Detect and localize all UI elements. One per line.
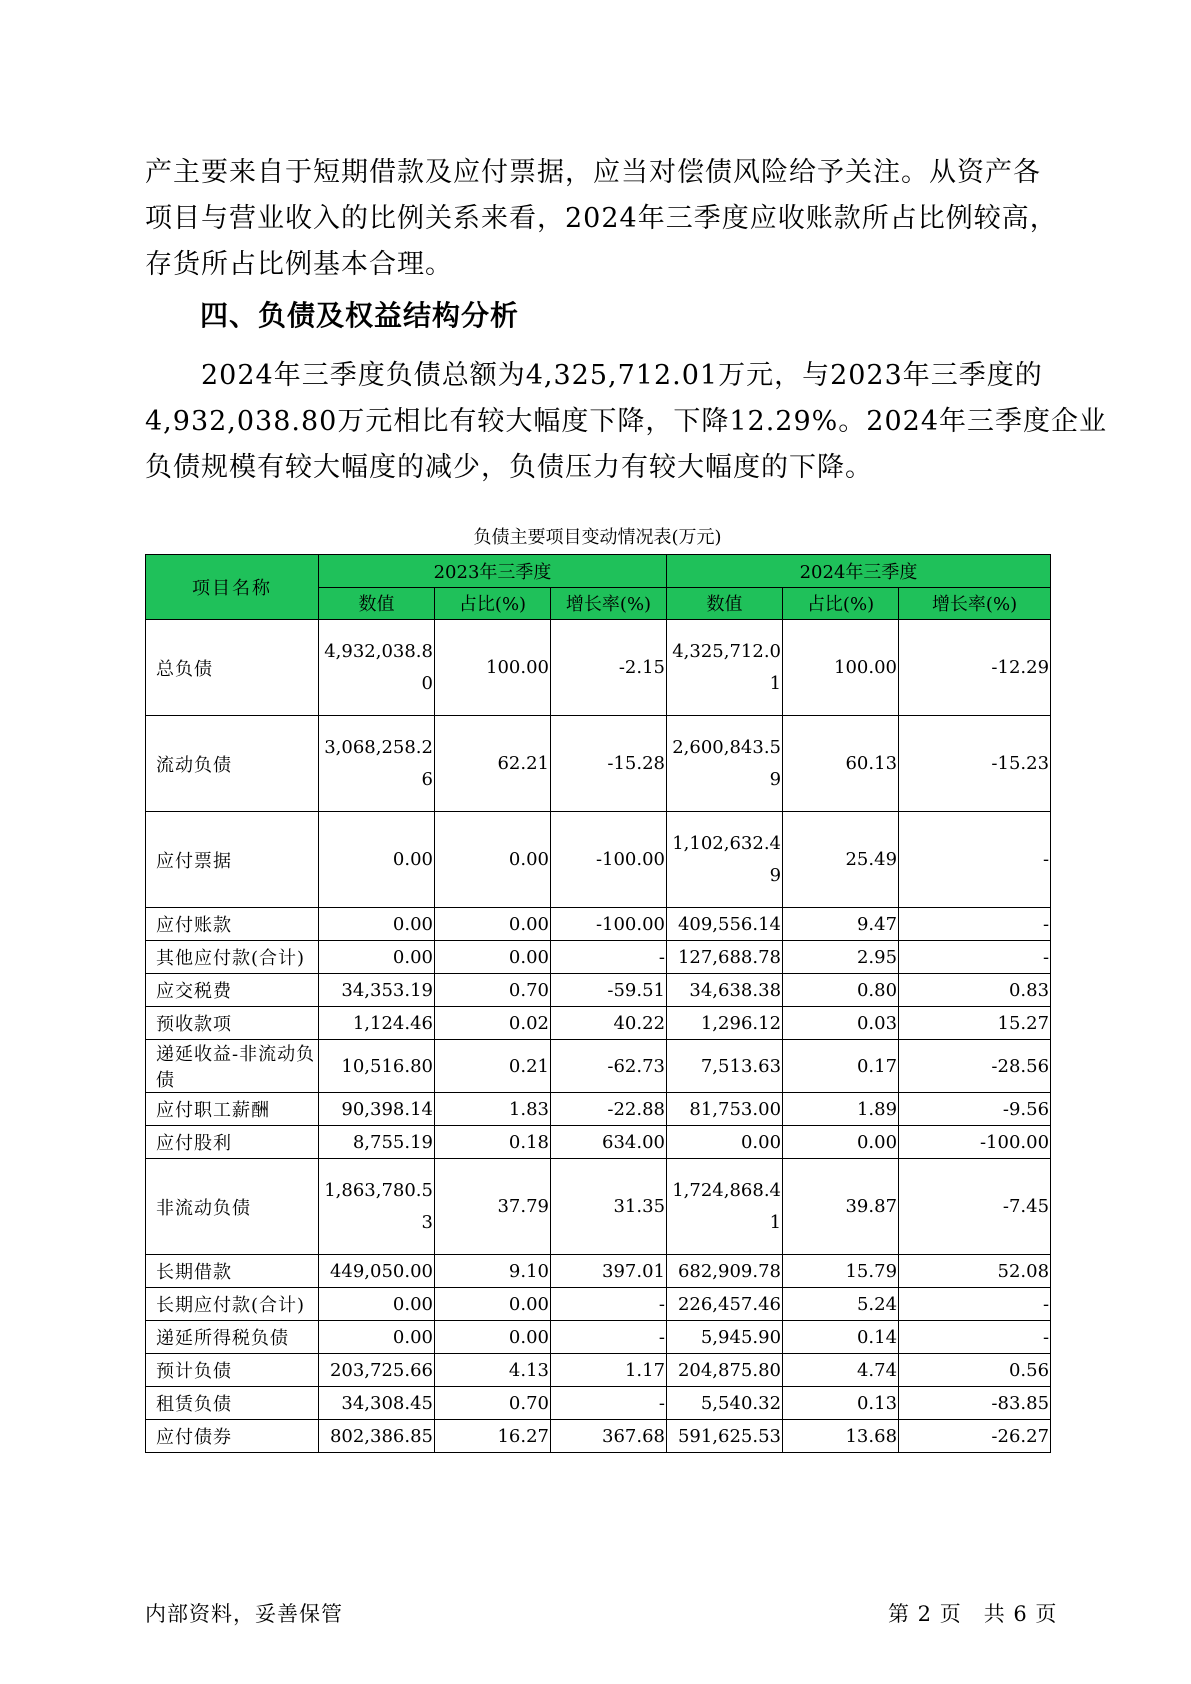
growth-2024-cell: - [899, 812, 1051, 908]
wrapped-number: 4,325,712.01 [672, 640, 782, 694]
share-2023-cell: 0.00 [435, 1321, 551, 1354]
growth-2023-cell: -22.88 [551, 1093, 667, 1126]
value-2023-cell [319, 620, 435, 716]
value-2023-cell [319, 1159, 435, 1255]
value-2023-cell: 203,725.66 [319, 1354, 435, 1387]
item-name-cell: 其他应付款(合计) [146, 941, 319, 974]
table-header-row [146, 555, 1051, 588]
item-name-header: 项目名称 [146, 555, 319, 620]
value-2024-cell [667, 1159, 783, 1255]
share-2023-cell: 37.79 [435, 1159, 551, 1255]
liabilities-table [145, 554, 1051, 1453]
share-header: 占比(%) [435, 587, 551, 620]
share-2023-cell: 0.21 [435, 1040, 551, 1093]
table-row [146, 1007, 1051, 1040]
item-name-cell: 应付债券 [146, 1420, 319, 1453]
growth-2024-cell: 0.83 [899, 974, 1051, 1007]
share-2023-cell: 100.00 [435, 620, 551, 716]
share-2024-cell: 13.68 [783, 1420, 899, 1453]
share-2023-cell: 0.00 [435, 812, 551, 908]
growth-2023-cell: -2.15 [551, 620, 667, 716]
value-2023-cell: 10,516.80 [319, 1040, 435, 1093]
table-row [146, 716, 1051, 812]
share-2024-cell: 5.24 [783, 1288, 899, 1321]
growth-2023-cell: 1.17 [551, 1354, 667, 1387]
table-row [146, 620, 1051, 716]
share-2024-cell: 0.80 [783, 974, 899, 1007]
growth-2023-cell: -100.00 [551, 908, 667, 941]
paragraph-line: 2024年三季度负债总额为4,325,712.01万元，与2023年三季度的 [145, 360, 1043, 391]
wrapped-number: 2,600,843.59 [672, 736, 782, 790]
paragraph-line: 负债规模有较大幅度的减少，负债压力有较大幅度的下降。 [145, 452, 873, 483]
growth-2024-cell: - [899, 1288, 1051, 1321]
table-row [146, 941, 1051, 974]
value-2023-cell [319, 716, 435, 812]
wrapped-number: 0.00 [392, 848, 433, 870]
table-row [146, 1040, 1051, 1093]
share-2024-cell: 0.14 [783, 1321, 899, 1354]
item-name-cell: 预收款项 [146, 1007, 319, 1040]
table-row [146, 1159, 1051, 1255]
growth-2023-cell: -62.73 [551, 1040, 667, 1093]
share-2023-cell: 0.70 [435, 1387, 551, 1420]
item-name-cell: 总负债 [146, 620, 319, 716]
table-row [146, 1354, 1051, 1387]
table-row [146, 1387, 1051, 1420]
share-2023-cell: 0.00 [435, 908, 551, 941]
value-2023-cell: 90,398.14 [319, 1093, 435, 1126]
item-name-cell: 长期应付款(合计) [146, 1288, 319, 1321]
period-2023-header: 2023年三季度 [319, 555, 667, 588]
share-2023-cell: 9.10 [435, 1255, 551, 1288]
growth-2024-cell: -12.29 [899, 620, 1051, 716]
share-2023-cell: 0.18 [435, 1126, 551, 1159]
table-row [146, 908, 1051, 941]
value-2023-cell [319, 812, 435, 908]
intro-paragraph [145, 150, 1058, 288]
growth-2023-cell: - [551, 941, 667, 974]
value-2023-cell: 8,755.19 [319, 1126, 435, 1159]
value-2024-cell: 204,875.80 [667, 1354, 783, 1387]
table-row [146, 1126, 1051, 1159]
share-2023-cell: 0.70 [435, 974, 551, 1007]
value-2023-cell: 802,386.85 [319, 1420, 435, 1453]
share-2024-cell: 0.03 [783, 1007, 899, 1040]
item-name-cell: 应付职工薪酬 [146, 1093, 319, 1126]
growth-2023-cell: - [551, 1321, 667, 1354]
growth-2023-cell: -15.28 [551, 716, 667, 812]
item-name-cell: 应付账款 [146, 908, 319, 941]
item-name-cell: 应付票据 [146, 812, 319, 908]
growth-2024-cell: - [899, 1321, 1051, 1354]
share-2024-cell: 0.00 [783, 1126, 899, 1159]
section-heading: 四、负债及权益结构分析 [200, 299, 520, 332]
table-row [146, 812, 1051, 908]
table-row [146, 1093, 1051, 1126]
paragraph-line: 项目与营业收入的比例关系来看，2024年三季度应收账款所占比例较高， [145, 203, 1058, 234]
growth-2023-cell: - [551, 1387, 667, 1420]
analysis-paragraph [145, 353, 1108, 491]
table-row [146, 1420, 1051, 1453]
item-name-cell: 流动负债 [146, 716, 319, 812]
wrapped-number: 1,863,780.53 [324, 1179, 433, 1233]
value-header: 数值 [667, 587, 783, 620]
share-2024-cell: 1.89 [783, 1093, 899, 1126]
paragraph-line: 存货所占比例基本合理。 [145, 249, 453, 280]
growth-2024-cell: -100.00 [899, 1126, 1051, 1159]
share-2024-cell: 100.00 [783, 620, 899, 716]
value-2024-cell: 81,753.00 [667, 1093, 783, 1126]
growth-2024-cell: - [899, 908, 1051, 941]
value-2023-cell: 449,050.00 [319, 1255, 435, 1288]
growth-2023-cell: 367.68 [551, 1420, 667, 1453]
footer-confidential-note: 内部资料，妥善保管 [145, 1602, 343, 1626]
value-2024-cell: 7,513.63 [667, 1040, 783, 1093]
value-2024-cell: 591,625.53 [667, 1420, 783, 1453]
share-2024-cell: 39.87 [783, 1159, 899, 1255]
wrapped-number: 1,102,632.49 [672, 832, 782, 886]
table-caption: 负债主要项目变动情况表(万元) [473, 527, 722, 548]
value-2023-cell: 34,308.45 [319, 1387, 435, 1420]
value-2024-cell: 226,457.46 [667, 1288, 783, 1321]
growth-2024-cell: -28.56 [899, 1040, 1051, 1093]
value-2023-cell: 1,124.46 [319, 1007, 435, 1040]
item-name-cell: 递延所得税负债 [146, 1321, 319, 1354]
value-2024-cell: 5,540.32 [667, 1387, 783, 1420]
value-2023-cell: 0.00 [319, 1321, 435, 1354]
growth-2023-cell: -59.51 [551, 974, 667, 1007]
item-name-cell: 应付股利 [146, 1126, 319, 1159]
value-2024-cell: 1,296.12 [667, 1007, 783, 1040]
growth-2024-cell: 15.27 [899, 1007, 1051, 1040]
table-row [146, 1255, 1051, 1288]
share-2024-cell: 0.17 [783, 1040, 899, 1093]
share-2023-cell: 16.27 [435, 1420, 551, 1453]
growth-2024-cell: -7.45 [899, 1159, 1051, 1255]
share-header: 占比(%) [783, 587, 899, 620]
value-header: 数值 [319, 587, 435, 620]
share-2024-cell: 4.74 [783, 1354, 899, 1387]
share-2024-cell: 0.13 [783, 1387, 899, 1420]
growth-2024-cell: 0.56 [899, 1354, 1051, 1387]
growth-2023-cell: 31.35 [551, 1159, 667, 1255]
growth-2024-cell: -26.27 [899, 1420, 1051, 1453]
item-name-cell: 递延收益-非流动负债 [146, 1040, 319, 1093]
value-2024-cell: 409,556.14 [667, 908, 783, 941]
table-row [146, 974, 1051, 1007]
growth-2024-cell: -83.85 [899, 1387, 1051, 1420]
value-2023-cell: 0.00 [319, 1288, 435, 1321]
share-2024-cell: 25.49 [783, 812, 899, 908]
value-2024-cell [667, 812, 783, 908]
growth-2023-cell: - [551, 1288, 667, 1321]
share-2023-cell: 1.83 [435, 1093, 551, 1126]
growth-header: 增长率(%) [899, 587, 1051, 620]
share-2024-cell: 60.13 [783, 716, 899, 812]
growth-2023-cell: 634.00 [551, 1126, 667, 1159]
share-2023-cell: 62.21 [435, 716, 551, 812]
growth-2023-cell: 40.22 [551, 1007, 667, 1040]
growth-2024-cell: - [899, 941, 1051, 974]
growth-2024-cell: -15.23 [899, 716, 1051, 812]
value-2024-cell: 5,945.90 [667, 1321, 783, 1354]
value-2024-cell [667, 620, 783, 716]
paragraph-line: 产主要来自于短期借款及应付票据，应当对偿债风险给予关注。从资产各 [145, 157, 1041, 188]
growth-2023-cell: 397.01 [551, 1255, 667, 1288]
growth-2024-cell: 52.08 [899, 1255, 1051, 1288]
wrapped-number: 4,932,038.80 [324, 640, 433, 694]
table-row [146, 1288, 1051, 1321]
footer-page-number: 第 2 页 共 6 页 [888, 1602, 1058, 1626]
share-2023-cell: 0.00 [435, 1288, 551, 1321]
share-2023-cell: 0.00 [435, 941, 551, 974]
table-row [146, 1321, 1051, 1354]
growth-2023-cell: -100.00 [551, 812, 667, 908]
value-2023-cell: 34,353.19 [319, 974, 435, 1007]
value-2024-cell: 34,638.38 [667, 974, 783, 1007]
paragraph-line: 4,932,038.80万元相比有较大幅度下降，下降12.29%。2024年三季度企业 [145, 406, 1108, 437]
share-2024-cell: 15.79 [783, 1255, 899, 1288]
item-name-cell: 预计负债 [146, 1354, 319, 1387]
growth-header: 增长率(%) [551, 587, 667, 620]
wrapped-number: 1,724,868.41 [672, 1179, 782, 1233]
value-2024-cell: 682,909.78 [667, 1255, 783, 1288]
value-2024-cell: 127,688.78 [667, 941, 783, 974]
item-name-cell: 租赁负债 [146, 1387, 319, 1420]
share-2023-cell: 0.02 [435, 1007, 551, 1040]
value-2023-cell: 0.00 [319, 941, 435, 974]
value-2024-cell: 0.00 [667, 1126, 783, 1159]
growth-2024-cell: -9.56 [899, 1093, 1051, 1126]
wrapped-number: 3,068,258.26 [324, 736, 433, 790]
item-name-cell: 长期借款 [146, 1255, 319, 1288]
share-2024-cell: 2.95 [783, 941, 899, 974]
value-2024-cell [667, 716, 783, 812]
value-2023-cell: 0.00 [319, 908, 435, 941]
share-2023-cell: 4.13 [435, 1354, 551, 1387]
table-body [146, 620, 1051, 1453]
share-2024-cell: 9.47 [783, 908, 899, 941]
period-2024-header: 2024年三季度 [667, 555, 1051, 588]
item-name-cell: 应交税费 [146, 974, 319, 1007]
item-name-cell: 非流动负债 [146, 1159, 319, 1255]
